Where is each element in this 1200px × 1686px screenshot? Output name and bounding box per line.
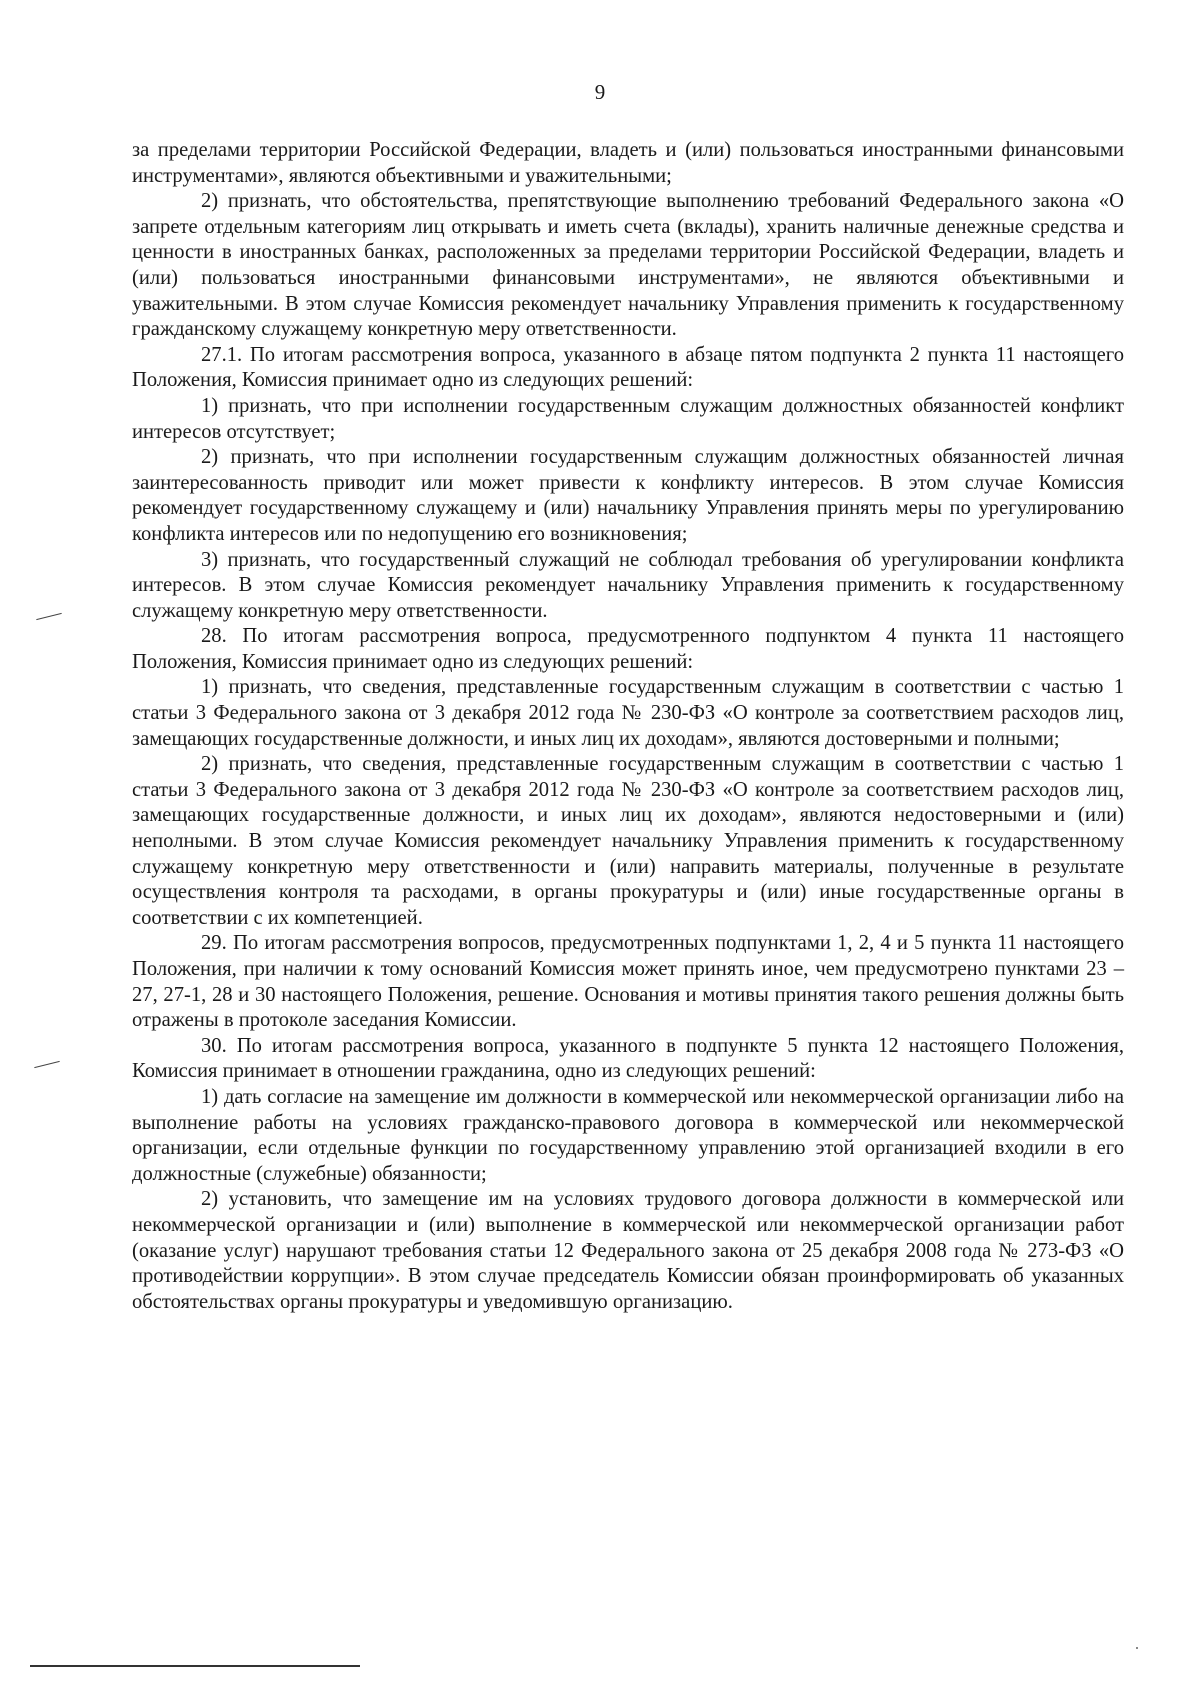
scan-speck: [1136, 1647, 1138, 1649]
paragraph: 1) признать, что при исполнении государственным служащим должностных обязанностей конфликт интересов отсутствует;: [132, 394, 1124, 443]
paragraph: 28. По итогам рассмотрения вопроса, предусмотренного подпунктом 4 пункта 11 настоящего Положения, Комиссия принимает одно из следующих решений:: [132, 625, 1124, 673]
paragraph: за пределами территории Российской Федерации, владеть и (или) пользоваться иностранными финансовыми инструментами», являются объективными и уважительными;: [132, 139, 1124, 187]
document-body: [132, 138, 1124, 1315]
paragraph: 2) признать, что сведения, представленные государственным служащим в соответствии с частью 1 статьи 3 Федерального закона от 3 декабря 2012 года № 230-ФЗ «О контроле за соответствием расходов лиц, замещающих государственные должности, и иных лиц их доходам», являются недостоверными и (или) неполными. В этом случае Комиссия рекомендует начальнику Управления применить к государственному служащему конкретную меру ответственности и (или) направить материалы, полученные в результате осуществления контроля та расходами, в органы прокуратуры и (или) иные государственные органы в соответствии с их компетенцией.: [132, 753, 1124, 929]
footer-rule: [30, 1665, 360, 1667]
paragraph: 2) признать, что обстоятельства, препятствующие выполнению требований Федерального закона «О запрете отдельным категориям лиц открывать и иметь счета (вклады), хранить наличные денежные средства и ценности в иностранных банках, расположенных за пределами территории Российской Федерации, владеть и (или) пользоваться иностранными финансовыми инструментами», не являются объективными и уважительными. В этом случае Комиссия рекомендует начальнику Управления применить к государственному гражданскому служащему конкретную меру ответственности.: [132, 190, 1124, 341]
scan-mark: [36, 613, 61, 620]
paragraph: 30. По итогам рассмотрения вопроса, указанного в подпункте 5 пункта 12 настоящего Положения, Комиссия принимает в отношении гражданина, одно из следующих решений:: [132, 1034, 1124, 1083]
page-number: 9: [594, 80, 606, 104]
paragraph: 2) установить, что замещение им на условиях трудового договора должности в коммерческой или некоммерческой организации и (или) выполнение в коммерческой или некоммерческой организации работ (оказание услуг) нарушают требования статьи 12 Федерального закона от 25 декабря 2008 года № 273-ФЗ «О противодействии коррупции». В этом случае председатель Комиссии обязан проинформировать об указанных обстоятельствах органы прокуратуры и уведомившую организацию.: [132, 1188, 1124, 1313]
paragraph: 1) признать, что сведения, представленные государственным служащим в соответствии с частью 1 статьи 3 Федерального закона от 3 декабря 2012 года № 230-ФЗ «О контроле за соответствием расходов лиц, замещающих государственные должности, и иных лиц их доходам», являются достоверными и полными;: [132, 676, 1124, 750]
paragraph: 27.1. По итогам рассмотрения вопроса, указанного в абзаце пятом подпункта 2 пункта 11 настоящего Положения, Комиссия принимает одно из следующих решений:: [132, 343, 1124, 392]
scan-mark: [34, 1061, 59, 1068]
paragraph: 3) признать, что государственный служащий не соблюдал требования об урегулировании конфликта интересов. В этом случае Комиссия рекомендует начальнику Управления применить к государственному служащему конкретную меру ответственности.: [132, 548, 1124, 622]
paragraph: 1) дать согласие на замещение им должности в коммерческой или некоммерческой организации либо на выполнение работы на условиях гражданско-правового договора в коммерческой или некоммерческой организации, если отдельные функции по государственному управлению этой организацией входили в его должностные (служебные) обязанности;: [132, 1085, 1124, 1185]
paragraph: 29. По итогам рассмотрения вопросов, предусмотренных подпунктами 1, 2, 4 и 5 пункта 11 настоящего Положения, при наличии к тому оснований Комиссия может принять иное, чем предусмотрено пунктами 23 – 27, 27-1, 28 и 30 настоящего Положения, решение. Основания и мотивы принятия такого решения должны быть отражены в протоколе заседания Комиссии.: [132, 932, 1124, 1032]
paragraph: 2) признать, что при исполнении государственным служащим должностных обязанностей личная заинтересованность приводит или может привести к конфликту интересов. В этом случае Комиссия рекомендует государственному служащему и (или) начальнику Управления принять меры по урегулированию конфликта интересов или по недопущению его возникновения;: [132, 446, 1124, 545]
